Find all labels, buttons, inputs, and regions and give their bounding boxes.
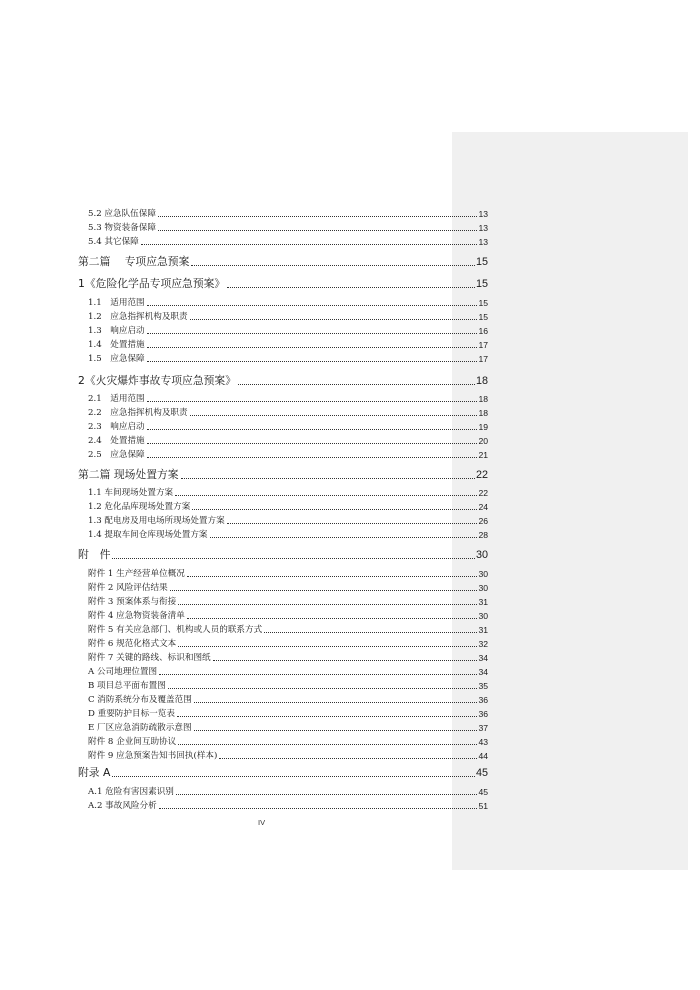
dot-leader [219,758,477,759]
toc-entry[interactable] [88,327,488,336]
toc-entry-label: 1.3 配电房及用电场所现场处置方案 [88,516,225,526]
toc-page-number: 30 [475,549,488,561]
toc-heading-entry[interactable] [78,768,488,779]
toc-entry[interactable] [88,598,488,607]
toc-entry-label: 2.3 响应启动 [88,422,145,432]
dot-leader [238,384,475,385]
toc-entry[interactable] [88,341,488,350]
toc-entry[interactable] [88,437,488,446]
dot-leader [147,401,478,402]
toc-entry-label: 附件 9 应急预案告知书回执(样本) [88,751,218,761]
dot-leader [147,361,478,362]
toc-page-number: 45 [475,767,488,779]
dot-leader [112,558,475,559]
toc-page-number: 34 [478,653,488,663]
toc-entry-label: 附件 6 规范化格式文本 [88,639,177,649]
toc-entry[interactable] [88,752,488,761]
toc-page-number: 44 [478,751,488,761]
toc-entry[interactable] [88,788,488,797]
toc-page-number: 34 [478,667,488,677]
dot-leader [194,730,478,731]
toc-page-number: 18 [478,394,488,404]
toc-entry[interactable] [88,395,488,404]
toc-entry-label: 1.3 响应启动 [88,326,145,336]
toc-entry-label: 第二篇 专项应急预案 [78,255,190,268]
toc-entry[interactable] [88,626,488,635]
toc-page-number: 43 [478,737,488,747]
dot-leader [147,305,478,306]
dot-leader [158,216,477,217]
toc-entry[interactable] [88,640,488,649]
toc-entry-label: 1《危险化学品专项应急预案》 [78,277,226,290]
toc-entry-label: 附件 4 应急物资装备清单 [88,611,185,621]
toc-page-number: 21 [478,450,488,460]
toc-entry[interactable] [88,238,488,247]
toc-entry[interactable] [88,409,488,418]
dot-leader [158,230,477,231]
toc-entry[interactable] [88,503,488,512]
toc-entry[interactable] [88,423,488,432]
toc-entry[interactable] [88,210,488,219]
toc-entry[interactable] [88,570,488,579]
toc-entry-label: 2.1 适用范围 [88,394,145,404]
dot-leader [170,590,478,591]
toc-entry-label: 附件 3 预案体系与衔接 [88,597,177,607]
toc-entry-label: 1.2 危化品库现场处置方案 [88,502,191,512]
toc-page-number: 26 [478,516,488,526]
toc-entry-label: 1.4 处置措施 [88,340,145,350]
toc-page-number: 13 [478,223,488,233]
dot-leader [187,618,478,619]
toc-entry-label: 附件 1 生产经营单位概况 [88,569,185,579]
toc-entry[interactable] [88,313,488,322]
toc-entry[interactable] [88,654,488,663]
toc-entry-label: 附件 7 关键的路线、标识和图纸 [88,653,211,663]
dot-leader [181,478,475,479]
toc-page-number: 17 [478,354,488,364]
dot-leader [210,537,478,538]
toc-entry-label: 附件 2 风险评估结果 [88,583,168,593]
dot-leader [190,415,478,416]
toc-heading-entry[interactable] [78,376,488,387]
dot-leader [194,702,478,703]
toc-page-number: 22 [478,488,488,498]
dot-leader [147,457,478,458]
dot-leader [227,523,478,524]
dot-leader [177,716,477,717]
dot-leader [159,674,477,675]
toc-entry[interactable] [88,682,488,691]
toc-entry-label: 附件 8 企业间互助协议 [88,737,177,747]
dot-leader [190,319,478,320]
toc-page-number: 15 [475,256,488,268]
toc-entry[interactable] [88,489,488,498]
toc-entry[interactable] [88,531,488,540]
toc-entry-label: A 公司地理位置图 [88,667,158,677]
toc-page-number: 30 [478,583,488,593]
dot-leader [112,776,475,777]
toc-entry-label: 1.4 提取车间仓库现场处置方案 [88,530,208,540]
toc-entry-label: 5.2 应急队伍保障 [88,209,156,219]
toc-entry[interactable] [88,224,488,233]
toc-entry-label: 1.1 适用范围 [88,298,145,308]
toc-page-number: 37 [478,723,488,733]
dot-leader [178,604,477,605]
toc-page-number: 24 [478,502,488,512]
toc-entry-label: A.1 危险有害因素识别 [88,787,174,797]
toc-heading-entry[interactable] [78,550,488,561]
toc-page-number: 36 [478,709,488,719]
toc-page-number: 22 [475,469,488,481]
toc-page-number: 15 [475,278,488,290]
toc-entry-label: 附录 A [78,766,111,779]
dot-leader [187,576,478,577]
dot-leader [176,794,478,795]
toc-entry-label: B 项目总平面布置图 [88,681,166,691]
toc-page-number: 35 [478,681,488,691]
toc-entry-label: 附件 5 有关应急部门、机构或人员的联系方式 [88,625,263,635]
toc-heading-entry[interactable] [78,279,488,290]
dot-leader [213,660,478,661]
toc-entry[interactable] [88,710,488,719]
toc-heading-entry[interactable] [78,470,488,481]
toc-page-number: 20 [478,436,488,446]
toc-page-number: 45 [478,787,488,797]
toc-entry-label: 2《火灾爆炸事故专项应急预案》 [78,374,237,387]
dot-leader [147,347,478,348]
toc-page-number: 17 [478,340,488,350]
toc-entry-label: 5.4 其它保障 [88,237,139,247]
toc-page-number: 15 [478,312,488,322]
dot-leader [191,265,475,266]
toc-page-number: 30 [478,611,488,621]
toc-entry-label: 第二篇 现场处置方案 [78,468,179,481]
toc-entry-label: E 厂区应急消防疏散示意图 [88,723,192,733]
toc-page-number: 15 [478,298,488,308]
toc-entry-label: 附 件 [78,548,111,561]
toc-entry-label: 1.5 应急保障 [88,354,145,364]
toc-entry-label: 2.5 应急保障 [88,450,145,460]
dot-leader [264,632,477,633]
toc-entry-label: 2.2 应急指挥机构及职责 [88,408,188,418]
toc-entry-label: 2.4 处置措施 [88,436,145,446]
toc-entry[interactable] [88,668,488,677]
toc-page-number: 31 [478,597,488,607]
dot-leader [141,244,478,245]
toc-page-number: 28 [478,530,488,540]
toc-entry[interactable] [88,299,488,308]
toc-page-number: 13 [478,237,488,247]
toc-page-number: 51 [478,801,488,811]
toc-entry[interactable] [88,584,488,593]
toc-page-number: 18 [475,375,488,387]
dot-leader [147,443,478,444]
toc-page-number: 16 [478,326,488,336]
dot-leader [159,808,478,809]
toc-page-number: 32 [478,639,488,649]
toc-page-number: 18 [478,408,488,418]
toc-entry[interactable] [88,355,488,364]
toc-page-number: 30 [478,569,488,579]
dot-leader [168,688,478,689]
toc-page-number: 31 [478,625,488,635]
toc-page-number: 13 [478,209,488,219]
toc-entry[interactable] [88,802,488,811]
dot-leader [192,509,477,510]
toc-entry-label: C 消防系统分布及覆盖范围 [88,695,192,705]
dot-leader [175,495,477,496]
toc-entry[interactable] [88,738,488,747]
page-number: IV [258,818,266,827]
dot-leader [147,429,478,430]
toc-page-number: 19 [478,422,488,432]
dot-leader [147,333,478,334]
toc-page-number: 36 [478,695,488,705]
toc-entry-label: A.2 事故风险分析 [88,801,157,811]
toc-entry[interactable] [88,451,488,460]
toc-entry[interactable] [88,612,488,621]
toc-entry-label: 1.2 应急指挥机构及职责 [88,312,188,322]
toc-entry[interactable] [88,724,488,733]
dot-leader [227,287,475,288]
dot-leader [178,646,477,647]
toc-entry[interactable] [88,517,488,526]
toc-entry-label: 5.3 物资装备保障 [88,223,156,233]
dot-leader [178,744,477,745]
toc-heading-entry[interactable] [78,257,488,268]
toc-entry-label: 1.1 车间现场处置方案 [88,488,174,498]
toc-entry-label: D 重要防护目标一览表 [88,709,175,719]
toc-entry[interactable] [88,696,488,705]
